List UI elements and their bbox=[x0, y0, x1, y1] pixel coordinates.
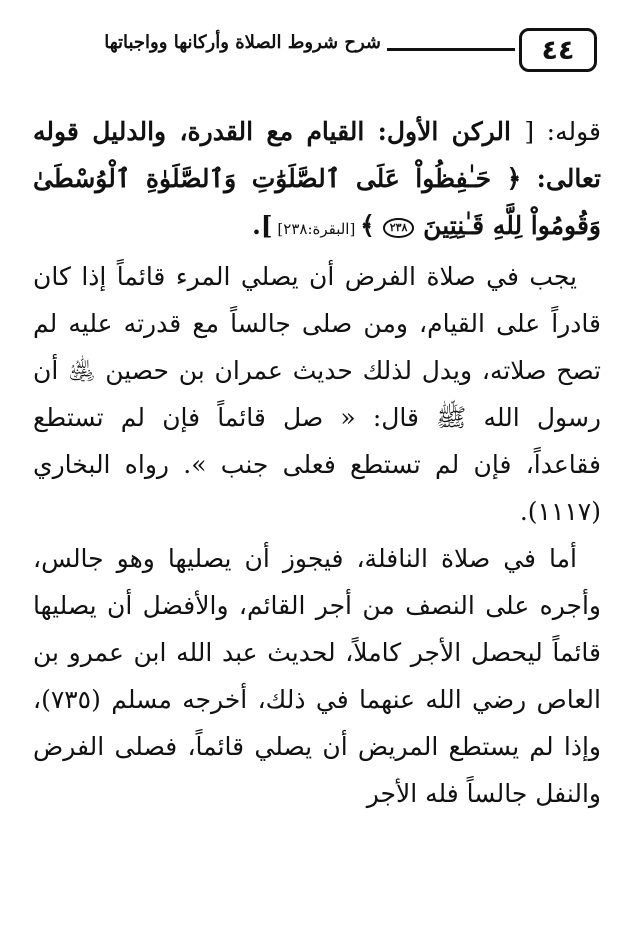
running-title: شرح شروط الصلاة وأركانها وواجباتها bbox=[104, 32, 381, 53]
intro-suffix: ]. bbox=[252, 211, 273, 240]
quran-close-bracket: ﴾ bbox=[360, 211, 375, 240]
body-paragraph-1: يجب في صلاة الفرض أن يصلي المرء قائماً إذا كان قادراً على القيام، ومن صلى جالساً مع قدرته عليه لم تصح صلاته، ويدل لذلك حديث عمران بن حصين ﵁ أن رسول الله ﷺ قال: « صل قائماً فإن لم تستطع فقاعداً، فإن لم تستطع فعلى جنب ». رواه البخاري (١١١٧). bbox=[33, 262, 601, 526]
page-header bbox=[38, 28, 597, 78]
quran-open-bracket: ﴿ bbox=[506, 164, 522, 193]
page-body bbox=[33, 108, 601, 817]
body-paragraph-2: أما في صلاة النافلة، فيجوز أن يصليها وهو جالس، وأجره على النصف من أجر القائم، والأفضل أن يصليها قائماً ليحصل الأجر كاملاً، لحديث عبد الله ابن عمرو بن العاص رضي الله عنهما في ذلك، أخرجه مسلم (٧٣٥)، وإذا لم يستطع المريض أن يصلي قائماً، فصلى الفرض والنفل جالساً فله الأجر bbox=[33, 544, 601, 808]
verse-reference: [البقرة:٢٣٨] bbox=[272, 220, 361, 238]
intro-prefix: قوله: [ bbox=[524, 117, 601, 146]
quran-verse: حَـٰفِظُواْ عَلَى ٱلصَّلَوَٰتِ وَٱلصَّلَوٰةِ ٱلْوُسْطَىٰ وَقُومُواْ لِلَّهِ قَـٰنِتِينَ bbox=[33, 164, 601, 240]
ayah-number-marker: ٢٣٨ bbox=[383, 218, 415, 238]
intro-statement: الركن الأول: القيام مع القدرة، والدليل قوله تعالى: bbox=[33, 117, 601, 193]
page-number: ٤٤ bbox=[519, 28, 597, 72]
header-rule bbox=[387, 48, 515, 51]
intro-paragraph bbox=[33, 108, 601, 253]
